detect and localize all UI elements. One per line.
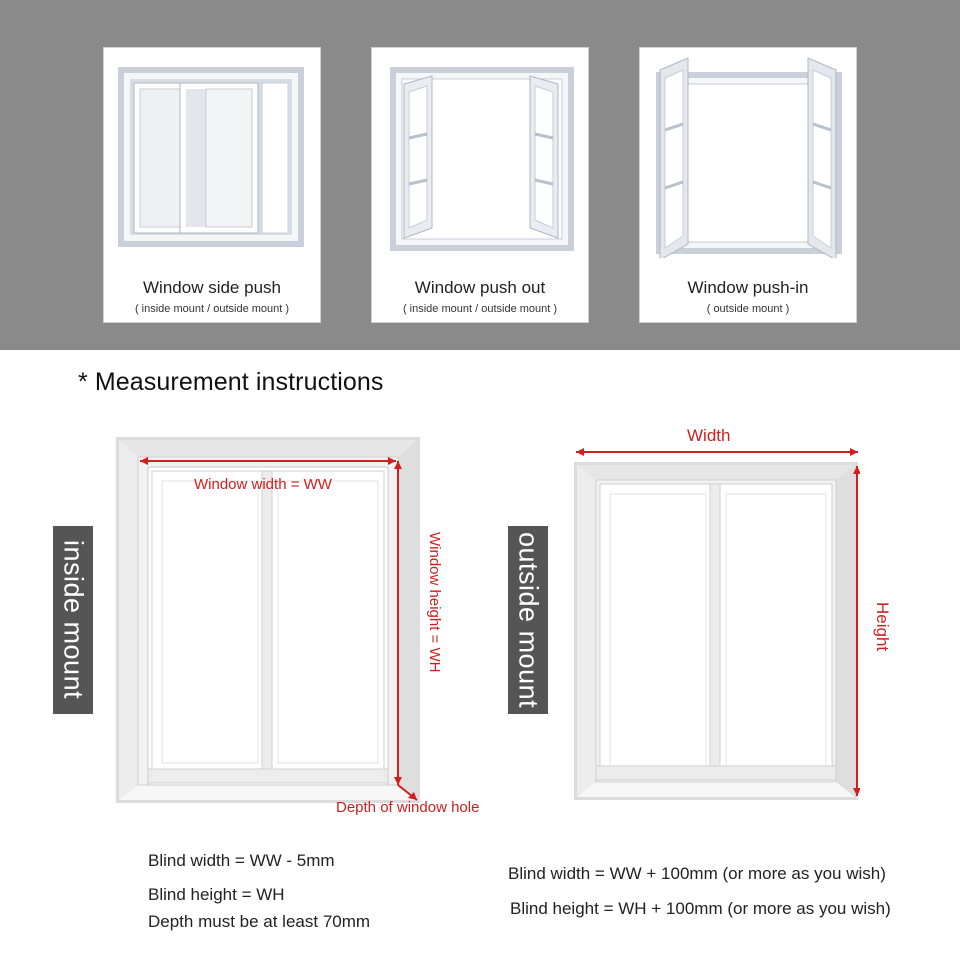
card-window-push-out <box>371 47 589 323</box>
inside-mount-text: inside mount <box>58 540 89 700</box>
measurement-heading: * Measurement instructions <box>78 368 384 396</box>
window-width-label: Window width = WW <box>194 476 332 493</box>
width-label: Width <box>687 426 731 445</box>
outside-mount-text: outside mount <box>513 531 544 709</box>
window-push-in-illustration <box>640 48 856 258</box>
card-subtitle: ( inside mount / outside mount ) <box>402 303 558 315</box>
outside-mount-label <box>508 526 548 714</box>
card-title: Window push-in <box>687 278 809 297</box>
window-push-out-illustration <box>372 48 588 258</box>
inside-mount-label <box>53 526 93 714</box>
height-label: Height <box>873 602 892 652</box>
card-title: Window side push <box>143 278 281 297</box>
outside-formula-height: Blind height = WH + 100mm (or more as you wish) <box>510 899 891 918</box>
outside-mount-window-diagram <box>574 446 860 802</box>
window-height-label: Window height = WH <box>426 532 443 673</box>
card-window-push-in <box>639 47 857 323</box>
inside-formula-height: Blind height = WH <box>148 885 285 904</box>
card-subtitle: ( outside mount ) <box>706 303 790 315</box>
inside-formula-depth: Depth must be at least 70mm <box>148 912 371 931</box>
card-title: Window push out <box>414 278 546 297</box>
outside-formula-width: Blind width = WW + 100mm (or more as you wish) <box>508 864 886 883</box>
card-subtitle: ( inside mount / outside mount ) <box>134 303 290 315</box>
depth-label: Depth of window hole <box>336 799 480 816</box>
card-window-side-push <box>103 47 321 323</box>
window-side-push-illustration <box>104 48 320 258</box>
inside-formula-width: Blind width = WW - 5mm <box>148 851 335 870</box>
